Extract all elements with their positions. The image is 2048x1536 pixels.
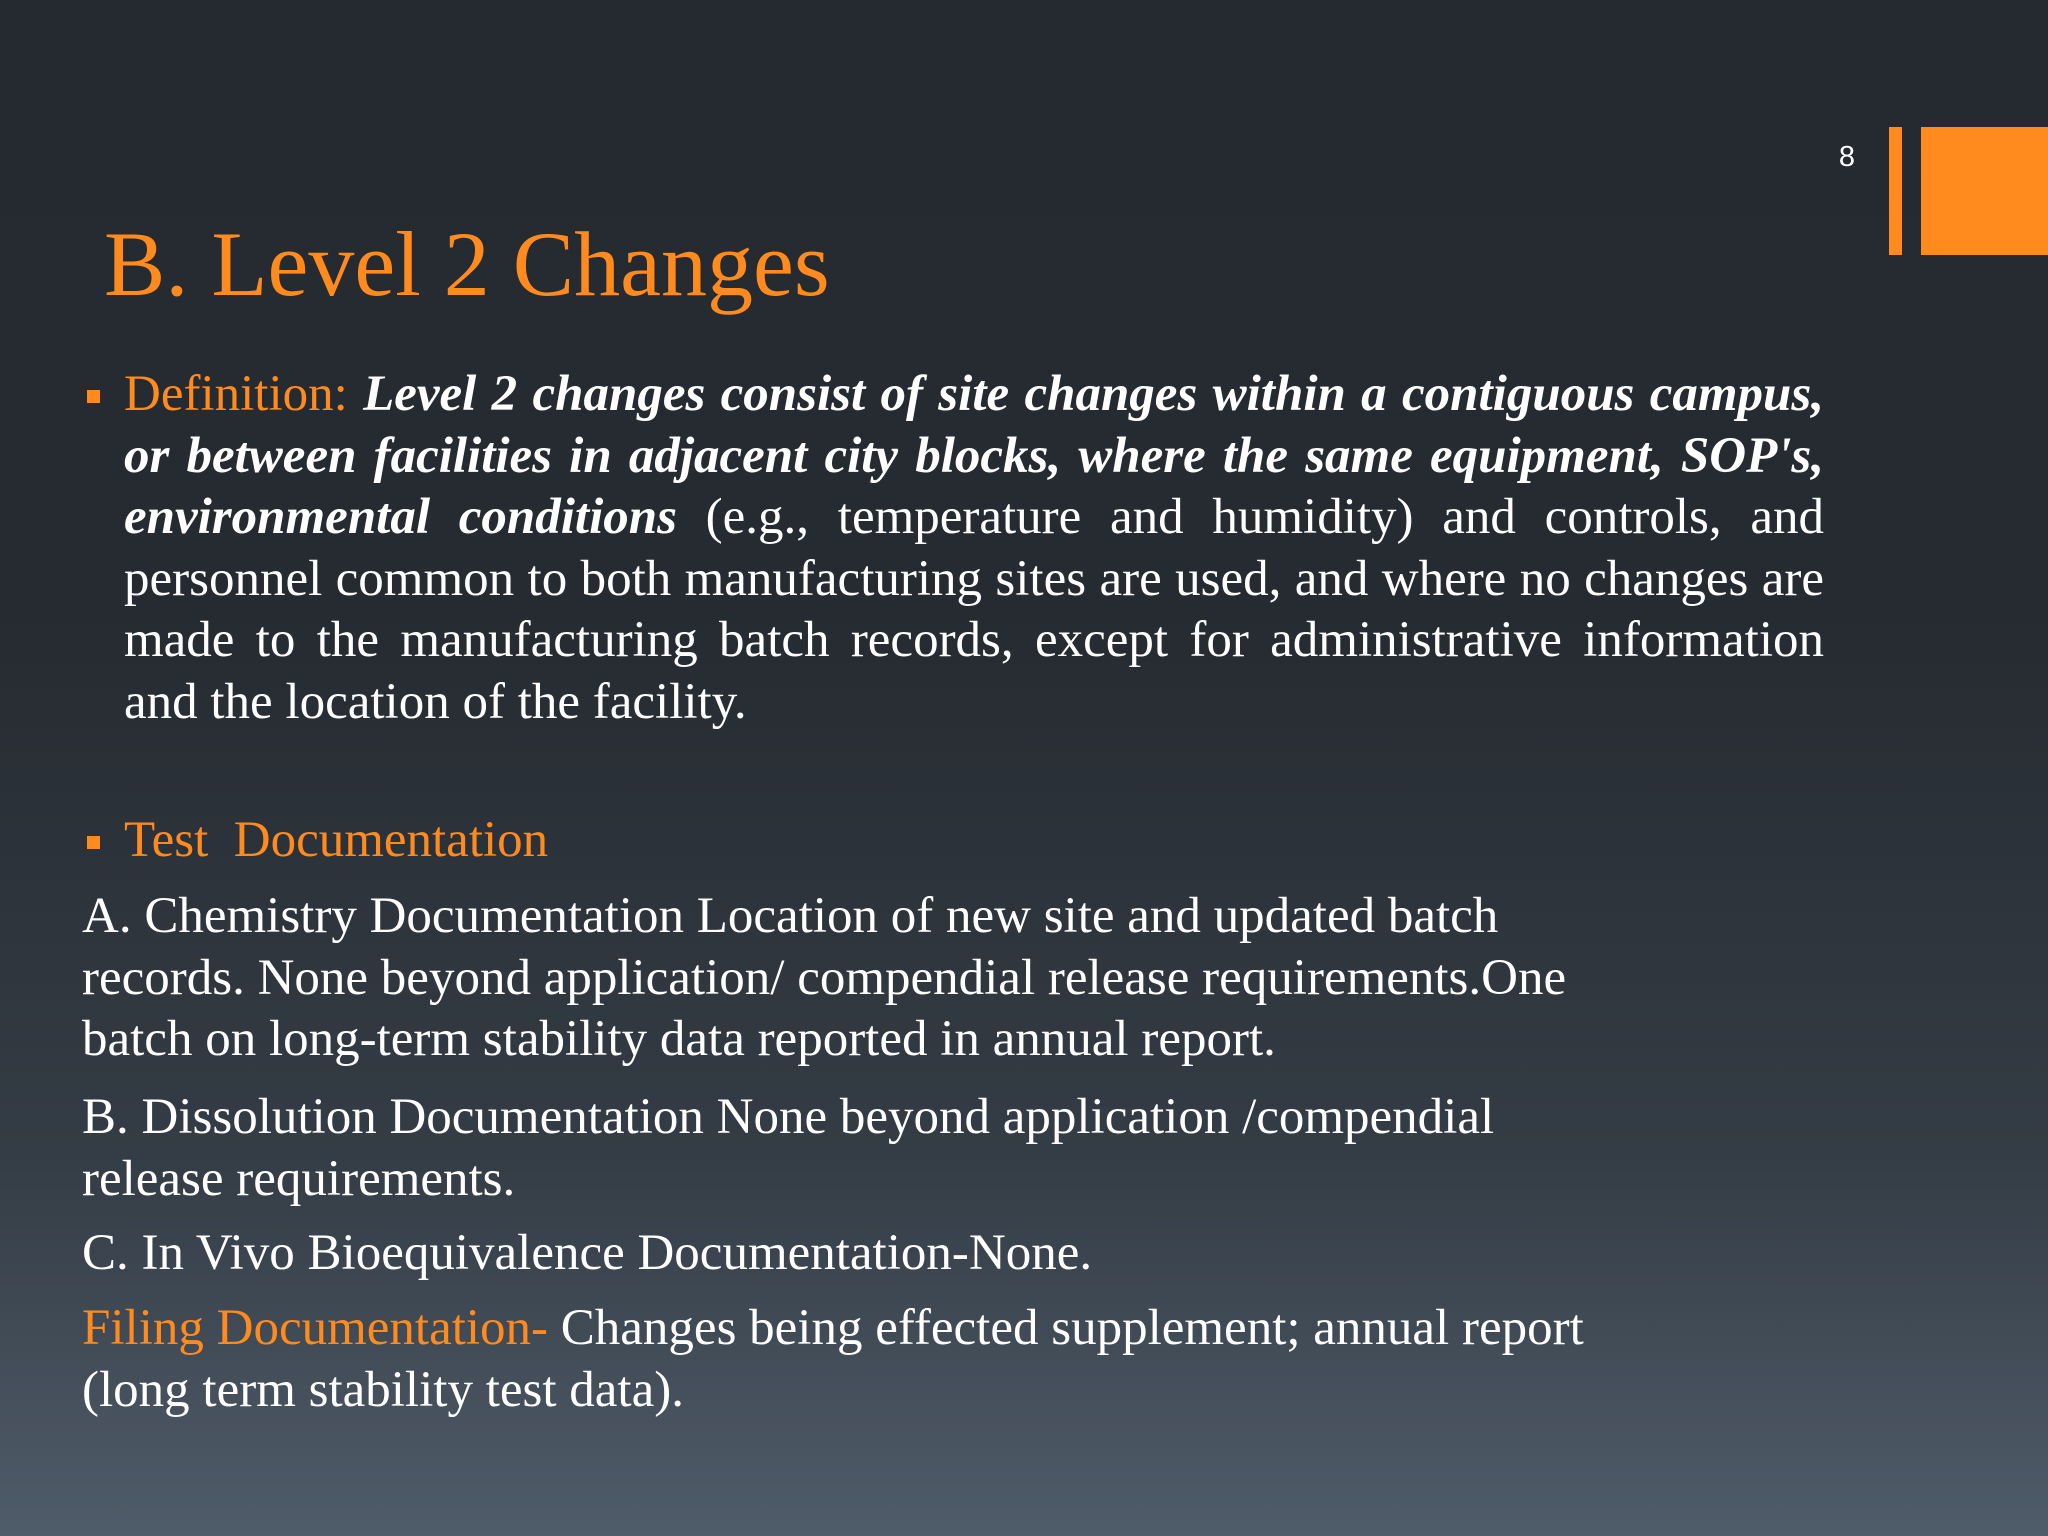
dissolution-documentation: B. Dissolution Documentation None beyond application /compendial release requirements. <box>82 1089 1495 1207</box>
filing-documentation <box>82 1298 1822 1421</box>
accent-bar-block <box>1921 127 2048 255</box>
definition-emphasis: Level 2 changes consist of site changes within a contiguous campus, or between facilities in adjacent city blocks, where the same equipment, SOP's, environmental conditions <box>124 366 1824 545</box>
square-bullet-icon <box>87 390 100 403</box>
test-documentation-heading: Test Documentation <box>124 812 549 868</box>
definition-text <box>124 364 1824 733</box>
chemistry-documentation: A. Chemistry Documentation Location of new site and updated batch records. None beyond application/ compendial release requirements.One batch on long-term stability data reported in annual report. <box>82 888 1567 1067</box>
slide-number: 8 <box>1838 141 1855 173</box>
definition-label: Definition: <box>124 366 364 422</box>
accent-bar-thin <box>1889 127 1902 255</box>
filing-label: Filing Documentation- <box>82 1300 549 1356</box>
square-bullet-icon <box>87 836 100 849</box>
in-vivo-documentation: C. In Vivo Bioequivalence Documentation-None. <box>82 1225 1093 1281</box>
slide-title: B. Level 2 Changes <box>104 213 830 315</box>
filing-text: Changes being effected supplement; annual report (long term stability test data). <box>82 1300 1584 1418</box>
definition-rest: (e.g., temperature and humidity) and controls, and personnel common to both manufacturing sites are used, and where no changes are made to the manufacturing batch records, except for administrative information and the location of the facility. <box>124 489 1825 730</box>
